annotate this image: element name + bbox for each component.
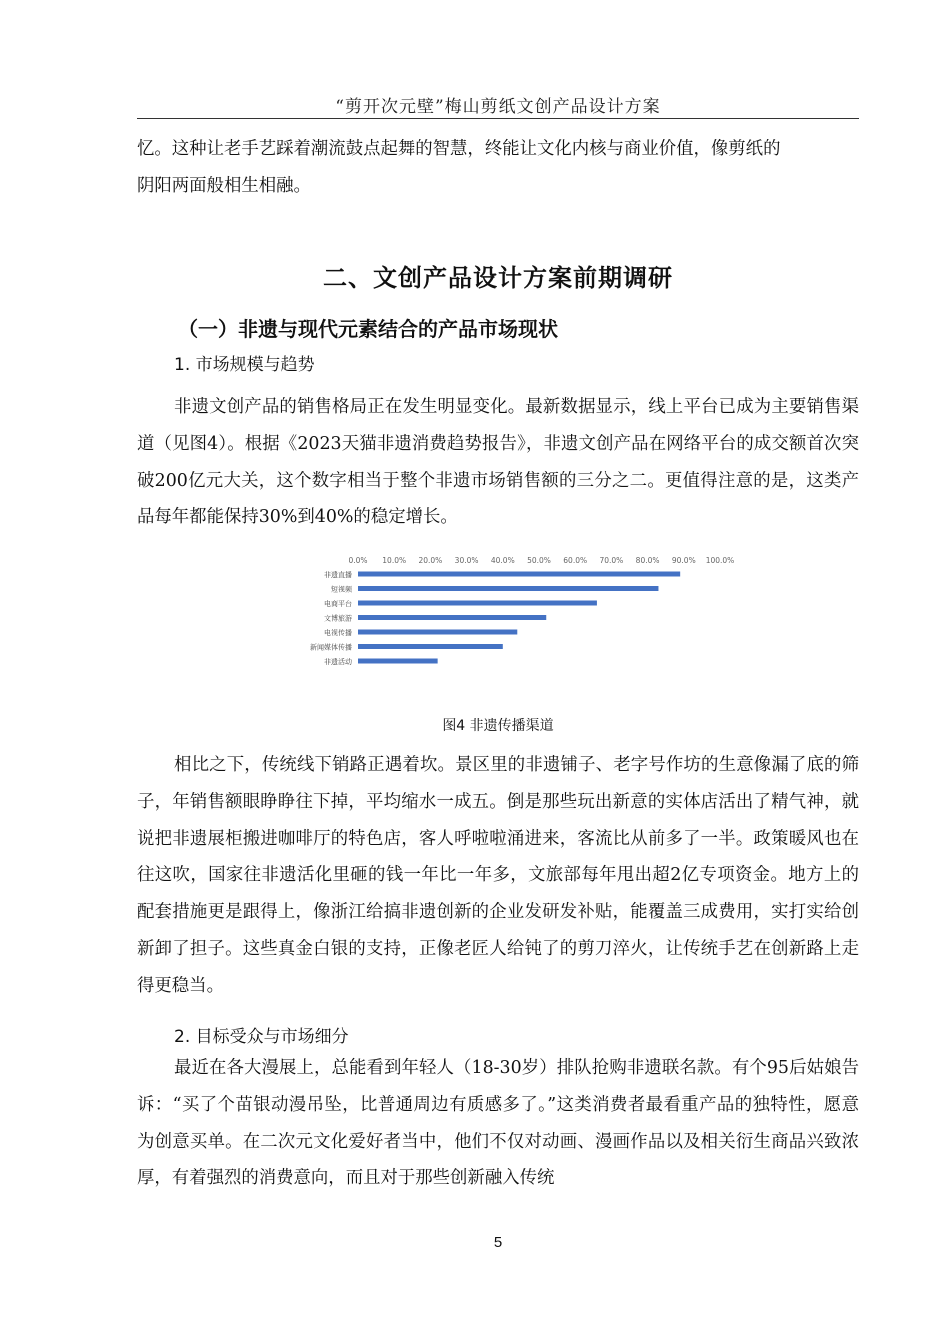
x-tick-label: 40.0% bbox=[490, 556, 515, 565]
page-number: 5 bbox=[493, 1234, 503, 1251]
x-tick-label: 20.0% bbox=[418, 556, 443, 565]
x-tick-label: 10.0% bbox=[382, 556, 407, 565]
x-tick-label: 0.0% bbox=[348, 556, 368, 565]
bar-5 bbox=[358, 630, 517, 635]
intro-line-1: 忆。这种让老手艺踩着潮流鼓点起舞的智慧，终能让文化内核与商业价值，像剪纸的 bbox=[137, 139, 781, 159]
x-tick-label: 100.0% bbox=[705, 556, 735, 565]
category-label: 电商平台 bbox=[324, 600, 352, 608]
bar-4 bbox=[358, 615, 546, 620]
offline-paragraph: 相比之下，传统线下销路正遇着坎。景区里的非遗铺子、老字号作坊的生意像漏了底的筛子，年销售额眼睁睁往下掉，平均缩水一成五。倒是那些玩出新意的实体店活出了精气神，就说把非遗展柜搬进咖啡厅的特色店，客人呼啦啦涌进来，客流比从前多了一半。政策暖风也在往这吹，国家往非遗活化里砸的钱一年比一年多，文旅部每年甩出超2亿专项资金。地方上的配套措施更是跟得上，像浙江给搞非遗创新的企业发研发补贴，能覆盖三成费用，实打实给创新卸了担子。这些真金白银的支持，正像老匠人给钝了的剪刀淬火，让传统手艺在创新路上走得更稳当。 bbox=[137, 755, 859, 996]
header-rule bbox=[137, 118, 859, 119]
running-header: “剪开次元壁”梅山剪纸文创产品设计方案 bbox=[335, 97, 661, 117]
x-tick-label: 30.0% bbox=[454, 556, 479, 565]
category-label: 非遗活动 bbox=[324, 658, 352, 666]
channel-bar-chart bbox=[290, 548, 750, 678]
category-label: 新闻媒体传播 bbox=[310, 643, 352, 652]
x-tick-label: 50.0% bbox=[527, 556, 551, 565]
item2-heading: 2. 目标受众与市场细分 bbox=[174, 1027, 349, 1047]
bar-1 bbox=[358, 572, 680, 577]
category-label: 非遗直播 bbox=[324, 571, 352, 579]
category-label: 短视频 bbox=[331, 585, 352, 594]
figure-caption: 图4 非遗传播渠道 bbox=[442, 718, 554, 734]
category-label: 电视传播 bbox=[324, 629, 352, 637]
intro-line-2: 阴阳两面般相生相融。 bbox=[137, 176, 311, 196]
item1-paragraph: 非遗文创产品的销售格局正在发生明显变化。最新数据显示，线上平台已成为主要销售渠道（见图4）。根据《2023天猫非遗消费趋势报告》，非遗文创产品在网络平台的成交额首次突破200亿元大关，这个数字相当于整个非遗市场销售额的三分之二。更值得注意的是，这类产品每年都能保持30%到40%的稳定增长。 bbox=[137, 397, 859, 528]
category-labels bbox=[310, 570, 353, 666]
bar-3 bbox=[358, 601, 597, 606]
x-tick-label: 80.0% bbox=[635, 556, 660, 565]
x-tick-label: 70.0% bbox=[599, 556, 624, 565]
bar-2 bbox=[358, 586, 658, 591]
bars bbox=[358, 572, 680, 664]
x-tick-label: 90.0% bbox=[671, 556, 696, 565]
bar-6 bbox=[358, 644, 503, 649]
item2-paragraph: 最近在各大漫展上，总能看到年轻人（18-30岁）排队抢购非遗联名款。有个95后姑娘告诉：“买了个苗银动漫吊坠，比普通周边有质感多了。”这类消费者最看重产品的独特性，愿意为创意买单。在二次元文化爱好者当中，他们不仅对动画、漫画作品以及相关衍生商品兴致浓厚，有着强烈的消费意向，而且对于那些创新融入传统 bbox=[137, 1058, 859, 1189]
category-label: 文博旅游 bbox=[324, 614, 352, 623]
bar-7 bbox=[358, 659, 438, 664]
section-heading: 二、文创产品设计方案前期调研 bbox=[323, 264, 673, 292]
item1-heading: 1. 市场规模与趋势 bbox=[174, 355, 315, 375]
x-tick-label: 60.0% bbox=[563, 556, 588, 565]
x-axis-ticks bbox=[348, 556, 734, 565]
subsection-heading: （一）非遗与现代元素结合的产品市场现状 bbox=[178, 317, 558, 341]
